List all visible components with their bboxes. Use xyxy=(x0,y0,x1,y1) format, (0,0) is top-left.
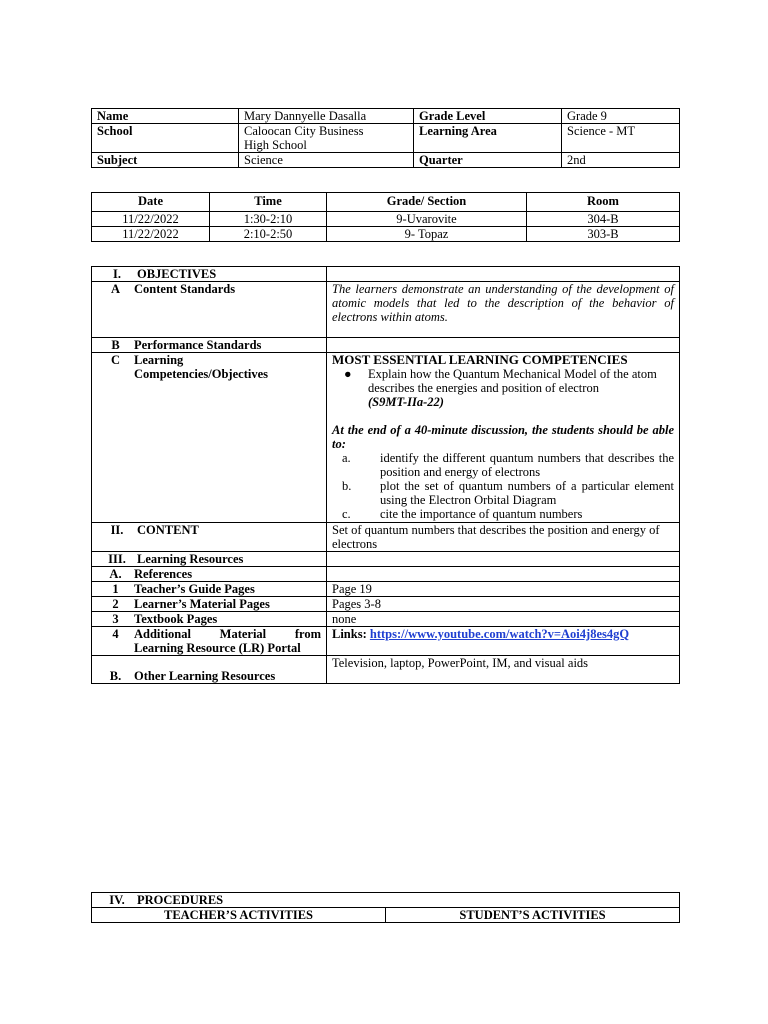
section-number: I. xyxy=(113,267,121,281)
table-row xyxy=(92,227,680,242)
section-number: IV. xyxy=(109,893,125,907)
list-letter: a. xyxy=(342,451,351,465)
references-heading xyxy=(92,567,327,582)
subject-label: Subject xyxy=(92,153,239,168)
section-number: III. xyxy=(108,552,126,566)
schedule-time: 1:30-2:10 xyxy=(210,212,327,227)
teachers-guide-value: Page 19 xyxy=(327,582,680,597)
table-row xyxy=(92,212,680,227)
procedures-heading xyxy=(92,893,680,908)
school-value-line-1: Caloocan City Business xyxy=(244,124,364,138)
item-letter: C xyxy=(110,353,121,367)
content-standards-text: The learners demonstrate an understanding of the development of atomic models that led to the description of the behavior of electrons within atoms. xyxy=(327,282,680,338)
item-label: Other Learning Resources xyxy=(134,669,276,683)
item-label: Textbook Pages xyxy=(134,612,218,626)
youtube-link[interactable]: https://www.youtube.com/watch?v=Aoi4j8es4gQ xyxy=(369,627,630,641)
section-number: II. xyxy=(110,523,124,537)
performance-standards-value xyxy=(327,338,680,353)
list-item xyxy=(332,479,674,507)
teacher-info-table xyxy=(91,108,680,168)
procedures-table xyxy=(91,892,680,923)
list-item xyxy=(332,451,674,479)
end-of-discussion-text: At the end of a 40-minute discussion, the students should be able to: xyxy=(332,423,674,451)
links-label: Links: xyxy=(332,627,367,641)
list-text: cite the importance of quantum numbers xyxy=(380,507,583,521)
textbook-pages-label xyxy=(92,612,327,627)
performance-standards-label xyxy=(92,338,327,353)
competencies-content xyxy=(327,353,680,523)
content-heading xyxy=(92,523,327,552)
textbook-pages-value: none xyxy=(327,612,680,627)
item-label-line-1: Learning xyxy=(134,353,184,367)
school-value-line-2: High School xyxy=(244,138,307,152)
learning-resources-heading xyxy=(92,552,327,567)
learners-material-label xyxy=(92,597,327,612)
teachers-guide-label xyxy=(92,582,327,597)
item-label: Content Standards xyxy=(134,282,236,296)
additional-material-label xyxy=(92,627,327,656)
objectives-empty xyxy=(327,267,680,282)
item-number: 2 xyxy=(112,597,119,611)
learning-resources-empty xyxy=(327,552,680,567)
melc-code: (S9MT-IIa-22) xyxy=(368,395,444,409)
schedule-room: 304-B xyxy=(527,212,680,227)
list-text: identify the different quantum numbers that describes the position and energy of electrons xyxy=(380,451,674,479)
item-letter: B. xyxy=(109,669,122,683)
schedule-room: 303-B xyxy=(527,227,680,242)
item-number: 1 xyxy=(112,582,119,596)
list-item xyxy=(332,507,674,521)
item-label: Teacher’s Guide Pages xyxy=(134,582,255,596)
bullet-icon: ● xyxy=(344,367,352,381)
schedule-date: 11/22/2022 xyxy=(92,212,210,227)
name-label: Name xyxy=(92,109,239,124)
other-resources-value: Television, laptop, PowerPoint, IM, and visual aids xyxy=(327,656,680,684)
grade-level-value: Grade 9 xyxy=(562,109,680,124)
schedule-time: 2:10-2:50 xyxy=(210,227,327,242)
quarter-value: 2nd xyxy=(562,153,680,168)
additional-material-value xyxy=(327,627,680,656)
list-letter: c. xyxy=(342,507,351,521)
objectives-heading xyxy=(92,267,327,282)
learning-area-value: Science - MT xyxy=(562,124,680,153)
melc-title: MOST ESSENTIAL LEARNING COMPETENCIES xyxy=(332,352,628,367)
references-empty xyxy=(327,567,680,582)
competencies-label xyxy=(92,353,327,523)
item-number: 3 xyxy=(112,612,119,626)
teacher-activities-header: TEACHER’S ACTIVITIES xyxy=(92,908,386,923)
schedule-section: 9-Uvarovite xyxy=(327,212,527,227)
grade-level-label: Grade Level xyxy=(414,109,562,124)
student-activities-header: STUDENT’S ACTIVITIES xyxy=(386,908,680,923)
schedule-header-section: Grade/ Section xyxy=(327,193,527,212)
schedule-date: 11/22/2022 xyxy=(92,227,210,242)
section-label: PROCEDURES xyxy=(137,893,224,907)
schedule-header-time: Time xyxy=(210,193,327,212)
other-resources-label xyxy=(92,656,327,684)
item-number: 4 xyxy=(112,627,119,641)
item-letter: A xyxy=(110,282,121,296)
schedule-header-room: Room xyxy=(527,193,680,212)
quarter-label: Quarter xyxy=(414,153,562,168)
item-label: Learner’s Material Pages xyxy=(134,597,270,611)
melc-text: Explain how the Quantum Mechanical Model of the atom describes the energies and position of electron xyxy=(368,367,657,395)
content-text: Set of quantum numbers that describes the position and energy of electrons xyxy=(327,523,680,552)
section-label: Learning Resources xyxy=(137,552,244,566)
item-label: References xyxy=(134,567,193,581)
list-letter: b. xyxy=(342,479,352,493)
item-letter: A. xyxy=(109,567,122,581)
schedule-section: 9- Topaz xyxy=(327,227,527,242)
learners-material-value: Pages 3-8 xyxy=(327,597,680,612)
list-text: plot the set of quantum numbers of a particular element using the Electron Orbital Diagram xyxy=(380,479,674,507)
learning-area-label: Learning Area xyxy=(414,124,562,153)
school-label: School xyxy=(92,124,239,153)
melc-item xyxy=(332,367,674,409)
content-standards-label xyxy=(92,282,327,338)
section-label: CONTENT xyxy=(137,523,199,537)
item-label-line-2: Competencies/Objectives xyxy=(134,367,268,381)
schedule-table xyxy=(91,192,680,242)
school-value xyxy=(239,124,414,153)
name-value: Mary Dannyelle Dasalla xyxy=(239,109,414,124)
section-label: OBJECTIVES xyxy=(137,267,217,281)
lesson-plan-table xyxy=(91,266,680,684)
item-label: Performance Standards xyxy=(134,338,262,352)
item-letter: B xyxy=(111,338,120,352)
item-label: Additional Material from Learning Resource (LR) Portal xyxy=(134,627,321,655)
schedule-header-date: Date xyxy=(92,193,210,212)
subject-value: Science xyxy=(239,153,414,168)
